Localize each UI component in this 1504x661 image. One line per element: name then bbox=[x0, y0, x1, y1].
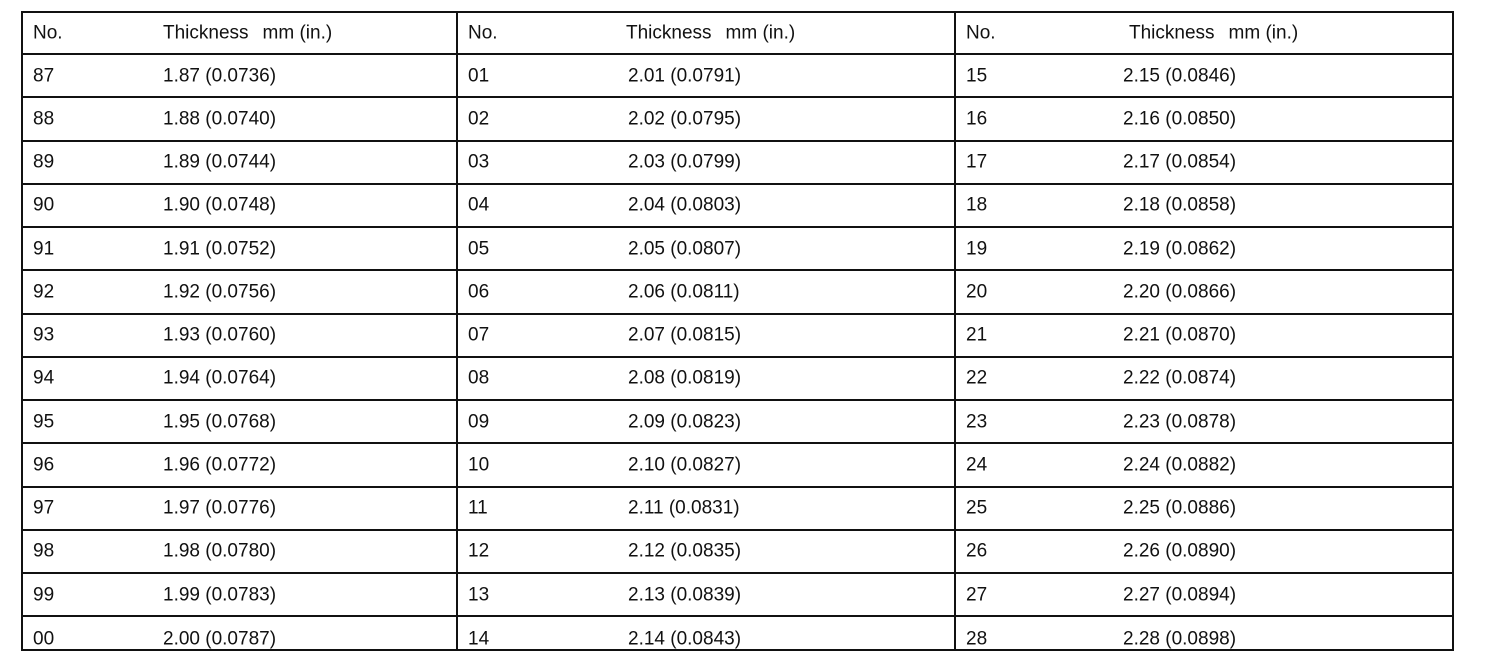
table-row bbox=[23, 358, 456, 401]
table-row bbox=[458, 228, 954, 271]
table-row bbox=[458, 55, 954, 98]
row-thickness: 2.06 (0.0811) bbox=[628, 281, 740, 303]
row-thickness: 2.23 (0.0878) bbox=[1123, 411, 1237, 433]
row-thickness: 2.02 (0.0795) bbox=[628, 108, 742, 130]
table-row bbox=[956, 98, 1452, 141]
row-number: 93 bbox=[33, 324, 55, 346]
table-header-row bbox=[23, 13, 456, 55]
row-thickness: 2.07 (0.0815) bbox=[628, 324, 742, 346]
table-row bbox=[23, 142, 456, 185]
table-row bbox=[956, 271, 1452, 314]
row-thickness: 2.28 (0.0898) bbox=[1123, 628, 1237, 650]
row-thickness: 2.11 (0.0831) bbox=[628, 497, 740, 519]
row-number: 10 bbox=[468, 454, 490, 476]
table-row bbox=[458, 444, 954, 487]
table-row bbox=[956, 401, 1452, 444]
row-thickness: 2.22 (0.0874) bbox=[1123, 367, 1237, 389]
row-thickness: 2.19 (0.0862) bbox=[1123, 238, 1237, 260]
row-thickness: 2.09 (0.0823) bbox=[628, 411, 742, 433]
row-number: 09 bbox=[468, 411, 490, 433]
row-thickness: 1.93 (0.0760) bbox=[163, 324, 277, 346]
row-number: 15 bbox=[966, 65, 988, 87]
table-row bbox=[458, 271, 954, 314]
row-number: 87 bbox=[33, 65, 55, 87]
table-row bbox=[458, 617, 954, 660]
row-thickness: 2.16 (0.0850) bbox=[1123, 108, 1237, 130]
row-number: 24 bbox=[966, 454, 988, 476]
thickness-header-unit: mm (in.) bbox=[262, 22, 333, 44]
row-number: 07 bbox=[468, 324, 490, 346]
table-row bbox=[23, 617, 456, 660]
table-row bbox=[458, 358, 954, 401]
row-number: 01 bbox=[468, 65, 490, 87]
row-number: 98 bbox=[33, 540, 55, 562]
row-thickness: 2.08 (0.0819) bbox=[628, 367, 742, 389]
row-number: 22 bbox=[966, 367, 988, 389]
row-thickness: 1.95 (0.0768) bbox=[163, 411, 277, 433]
row-number: 04 bbox=[468, 194, 490, 216]
row-thickness: 2.27 (0.0894) bbox=[1123, 584, 1237, 606]
column-header-thickness bbox=[163, 24, 332, 43]
table-row bbox=[956, 488, 1452, 531]
table-row bbox=[956, 185, 1452, 228]
row-thickness: 2.20 (0.0866) bbox=[1123, 281, 1237, 303]
row-number: 02 bbox=[468, 108, 490, 130]
table-header-row bbox=[956, 13, 1452, 55]
row-thickness: 2.04 (0.0803) bbox=[628, 194, 742, 216]
table-row bbox=[23, 55, 456, 98]
thickness-header-label: Thickness bbox=[163, 22, 249, 44]
row-thickness: 1.97 (0.0776) bbox=[163, 497, 277, 519]
thickness-table bbox=[21, 11, 1454, 651]
row-thickness: 2.26 (0.0890) bbox=[1123, 540, 1237, 562]
table-row bbox=[956, 444, 1452, 487]
row-number: 00 bbox=[33, 628, 55, 650]
row-thickness: 1.94 (0.0764) bbox=[163, 367, 277, 389]
table-row bbox=[23, 98, 456, 141]
table-row bbox=[23, 531, 456, 574]
row-thickness: 2.10 (0.0827) bbox=[628, 454, 742, 476]
table-row bbox=[458, 401, 954, 444]
table-row bbox=[458, 574, 954, 617]
row-number: 03 bbox=[468, 151, 490, 173]
row-thickness: 2.03 (0.0799) bbox=[628, 151, 742, 173]
table-row bbox=[956, 55, 1452, 98]
row-thickness: 1.98 (0.0780) bbox=[163, 540, 277, 562]
row-thickness: 2.05 (0.0807) bbox=[628, 238, 742, 260]
table-row bbox=[956, 228, 1452, 271]
row-thickness: 1.91 (0.0752) bbox=[163, 238, 277, 260]
row-thickness: 2.21 (0.0870) bbox=[1123, 324, 1237, 346]
row-number: 19 bbox=[966, 238, 988, 260]
table-row bbox=[23, 185, 456, 228]
thickness-header-unit: mm (in.) bbox=[1228, 22, 1299, 44]
column-header-no: No. bbox=[966, 22, 996, 44]
table-row bbox=[23, 315, 456, 358]
table-row bbox=[956, 142, 1452, 185]
row-number: 20 bbox=[966, 281, 988, 303]
row-thickness: 1.96 (0.0772) bbox=[163, 454, 277, 476]
row-number: 11 bbox=[468, 497, 488, 519]
column-header-no: No. bbox=[468, 22, 498, 44]
table-row bbox=[23, 574, 456, 617]
table-row bbox=[956, 617, 1452, 660]
row-number: 26 bbox=[966, 540, 988, 562]
row-number: 88 bbox=[33, 108, 55, 130]
row-thickness: 2.00 (0.0787) bbox=[163, 628, 277, 650]
column-header-thickness bbox=[626, 24, 795, 43]
row-thickness: 2.12 (0.0835) bbox=[628, 540, 742, 562]
table-row bbox=[23, 228, 456, 271]
row-number: 06 bbox=[468, 281, 490, 303]
row-thickness: 2.18 (0.0858) bbox=[1123, 194, 1237, 216]
thickness-header-unit: mm (in.) bbox=[725, 22, 796, 44]
row-number: 91 bbox=[33, 238, 55, 260]
table-row bbox=[23, 444, 456, 487]
column-header-no: No. bbox=[33, 22, 63, 44]
row-number: 95 bbox=[33, 411, 55, 433]
row-number: 25 bbox=[966, 497, 988, 519]
table-panel-3 bbox=[956, 13, 1452, 649]
row-thickness: 1.88 (0.0740) bbox=[163, 108, 277, 130]
row-number: 99 bbox=[33, 584, 55, 606]
row-thickness: 2.25 (0.0886) bbox=[1123, 497, 1237, 519]
thickness-header-label: Thickness bbox=[1129, 22, 1215, 44]
table-header-row bbox=[458, 13, 954, 55]
table-row bbox=[956, 574, 1452, 617]
row-number: 94 bbox=[33, 367, 55, 389]
table-row bbox=[458, 98, 954, 141]
row-number: 05 bbox=[468, 238, 490, 260]
row-thickness: 1.89 (0.0744) bbox=[163, 151, 277, 173]
row-number: 97 bbox=[33, 497, 55, 519]
column-header-thickness bbox=[1129, 24, 1298, 43]
row-thickness: 2.13 (0.0839) bbox=[628, 584, 742, 606]
row-number: 12 bbox=[468, 540, 490, 562]
row-thickness: 1.90 (0.0748) bbox=[163, 194, 277, 216]
row-number: 17 bbox=[966, 151, 988, 173]
row-thickness: 1.92 (0.0756) bbox=[163, 281, 277, 303]
row-number: 23 bbox=[966, 411, 988, 433]
row-number: 89 bbox=[33, 151, 55, 173]
table-panel-1 bbox=[23, 13, 458, 649]
table-row bbox=[956, 531, 1452, 574]
row-number: 18 bbox=[966, 194, 988, 216]
row-number: 28 bbox=[966, 628, 988, 650]
row-number: 13 bbox=[468, 584, 490, 606]
row-number: 21 bbox=[966, 324, 988, 346]
row-thickness: 1.99 (0.0783) bbox=[163, 584, 277, 606]
table-row bbox=[23, 271, 456, 314]
table-row bbox=[956, 358, 1452, 401]
table-row bbox=[458, 142, 954, 185]
row-number: 16 bbox=[966, 108, 988, 130]
table-row bbox=[23, 488, 456, 531]
row-number: 08 bbox=[468, 367, 490, 389]
table-row bbox=[458, 531, 954, 574]
table-row bbox=[956, 315, 1452, 358]
table-panel-2 bbox=[458, 13, 956, 649]
table-row bbox=[23, 401, 456, 444]
row-thickness: 1.87 (0.0736) bbox=[163, 65, 277, 87]
table-row bbox=[458, 185, 954, 228]
table-row bbox=[458, 488, 954, 531]
row-number: 27 bbox=[966, 584, 988, 606]
row-thickness: 2.14 (0.0843) bbox=[628, 628, 742, 650]
row-thickness: 2.15 (0.0846) bbox=[1123, 65, 1237, 87]
row-thickness: 2.17 (0.0854) bbox=[1123, 151, 1237, 173]
table-row bbox=[458, 315, 954, 358]
row-number: 14 bbox=[468, 628, 490, 650]
row-number: 90 bbox=[33, 194, 55, 216]
row-thickness: 2.24 (0.0882) bbox=[1123, 454, 1237, 476]
row-number: 92 bbox=[33, 281, 55, 303]
thickness-header-label: Thickness bbox=[626, 22, 712, 44]
row-thickness: 2.01 (0.0791) bbox=[628, 65, 742, 87]
row-number: 96 bbox=[33, 454, 55, 476]
